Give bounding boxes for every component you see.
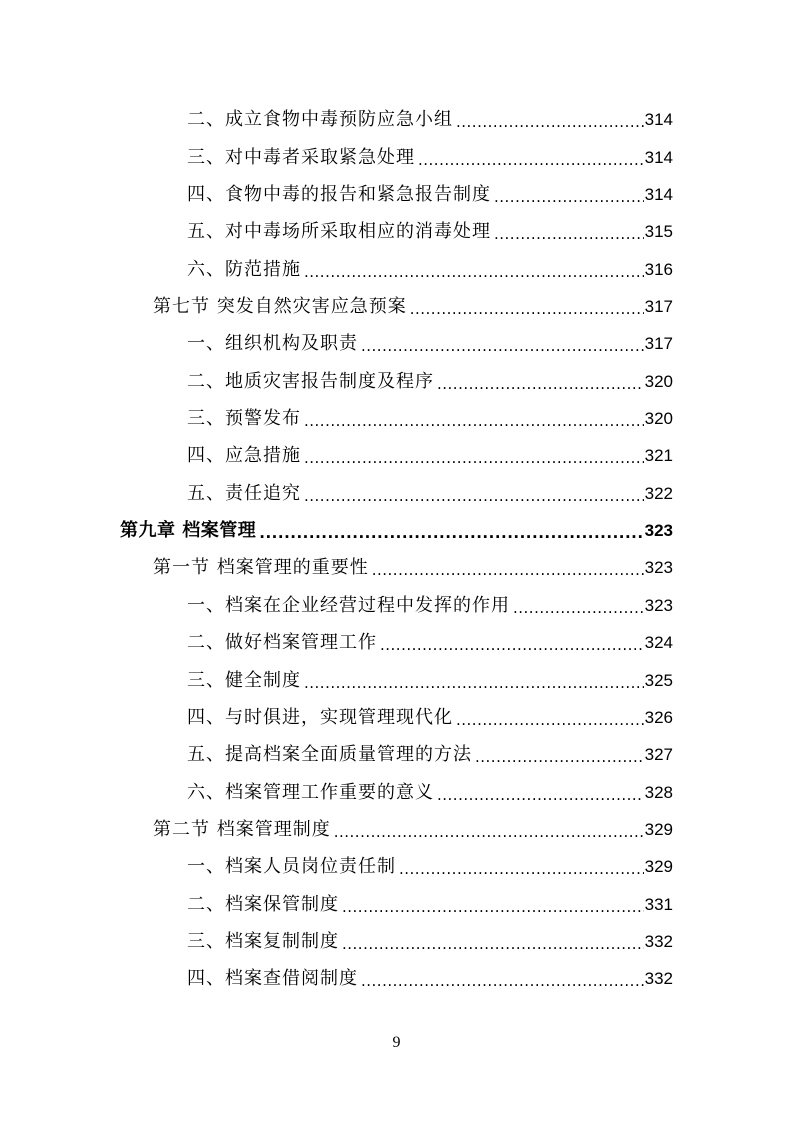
toc-entry-item[interactable] bbox=[0, 436, 793, 473]
toc-entry-item[interactable] bbox=[0, 959, 793, 996]
toc-entry-item[interactable] bbox=[0, 922, 793, 959]
toc-dot-leader bbox=[410, 300, 644, 318]
toc-entry-title: 三、对中毒者采取紧急处理 bbox=[187, 146, 415, 168]
toc-entry-page: 332 bbox=[644, 931, 673, 951]
toc-entry-title: 三、预警发布 bbox=[187, 408, 301, 430]
toc-entry-title: 第七节 突发自然灾害应急预案 bbox=[153, 296, 407, 318]
toc-entry-page: 322 bbox=[644, 483, 673, 503]
toc-entry-chapter[interactable] bbox=[0, 511, 793, 548]
toc-dot-leader bbox=[475, 748, 644, 766]
toc-entry-page: 320 bbox=[644, 371, 673, 391]
toc-dot-leader bbox=[304, 449, 644, 467]
toc-entry-page: 328 bbox=[644, 782, 673, 802]
toc-entry-title: 六、防范措施 bbox=[187, 258, 301, 280]
toc-entry-section[interactable] bbox=[0, 810, 793, 847]
toc-dot-leader bbox=[456, 113, 644, 131]
toc-dot-leader bbox=[342, 935, 644, 953]
toc-entry-section[interactable] bbox=[0, 548, 793, 585]
toc-entry-title: 五、对中毒场所采取相应的消毒处理 bbox=[187, 221, 491, 243]
toc-entry-title: 第二节 档案管理制度 bbox=[153, 818, 331, 840]
toc-entry-item[interactable] bbox=[0, 623, 793, 660]
toc-entry-page: 329 bbox=[644, 857, 673, 877]
toc-dot-leader bbox=[361, 972, 644, 990]
toc-entry-page: 329 bbox=[644, 819, 673, 839]
toc-entry-title: 第一节 档案管理的重要性 bbox=[153, 557, 369, 579]
toc-dot-leader bbox=[304, 412, 644, 430]
toc-entry-item[interactable] bbox=[0, 361, 793, 398]
toc-entry-item[interactable] bbox=[0, 399, 793, 436]
toc-entry-title: 一、组织机构及职责 bbox=[187, 333, 358, 355]
toc-entry-title: 四、与时俱进，实现管理现代化 bbox=[187, 706, 453, 728]
toc-entry-item[interactable] bbox=[0, 698, 793, 735]
toc-entry-page: 314 bbox=[644, 110, 673, 130]
toc-entry-title: 五、责任追究 bbox=[187, 482, 301, 504]
toc-entry-page: 323 bbox=[644, 558, 673, 578]
toc-entry-item[interactable] bbox=[0, 735, 793, 772]
toc-entry-page: 320 bbox=[644, 409, 673, 429]
toc-dot-leader bbox=[437, 375, 644, 393]
toc-entry-item[interactable] bbox=[0, 175, 793, 212]
toc-dot-leader bbox=[399, 860, 644, 878]
toc-entry-page: 323 bbox=[644, 595, 673, 615]
toc-entry-title: 六、档案管理工作重要的意义 bbox=[187, 781, 434, 803]
toc-dot-leader bbox=[380, 636, 644, 654]
toc-entry-page: 316 bbox=[644, 259, 673, 279]
toc-entry-page: 326 bbox=[644, 707, 673, 727]
toc-entry-title: 二、做好档案管理工作 bbox=[187, 632, 377, 654]
toc-entry-item[interactable] bbox=[0, 660, 793, 697]
toc-entry-title: 二、地质灾害报告制度及程序 bbox=[187, 370, 434, 392]
toc-entry-title: 二、档案保管制度 bbox=[187, 893, 339, 915]
toc-entry-page: 327 bbox=[644, 745, 673, 765]
toc-entry-title: 三、档案复制制度 bbox=[187, 930, 339, 952]
toc-dot-leader bbox=[437, 786, 644, 804]
toc-entry-title: 第九章 档案管理 bbox=[120, 520, 257, 542]
toc-dot-leader bbox=[304, 487, 644, 505]
toc-dot-leader bbox=[342, 898, 644, 916]
toc-entry-title: 五、提高档案全面质量管理的方法 bbox=[187, 744, 472, 766]
toc-dot-leader bbox=[361, 337, 644, 355]
toc-entry-item[interactable] bbox=[0, 249, 793, 286]
toc-entry-page: 314 bbox=[644, 185, 673, 205]
toc-entry-item[interactable] bbox=[0, 847, 793, 884]
toc-entry-page: 321 bbox=[644, 446, 673, 466]
toc-entry-page: 323 bbox=[644, 521, 673, 541]
toc-entry-title: 四、食物中毒的报告和紧急报告制度 bbox=[187, 184, 491, 206]
toc-entry-title: 一、档案在企业经营过程中发挥的作用 bbox=[187, 594, 510, 616]
toc-entry-item[interactable] bbox=[0, 772, 793, 809]
toc-entry-page: 325 bbox=[644, 670, 673, 690]
toc-entry-title: 四、档案查借阅制度 bbox=[187, 968, 358, 990]
toc-entry-page: 331 bbox=[644, 894, 673, 914]
toc-dot-leader bbox=[304, 674, 644, 692]
toc-entry-item[interactable] bbox=[0, 100, 793, 137]
toc-dot-leader bbox=[304, 263, 644, 281]
toc-entry-page: 332 bbox=[644, 969, 673, 989]
toc-entry-title: 一、档案人员岗位责任制 bbox=[187, 856, 396, 878]
toc-entry-page: 315 bbox=[644, 222, 673, 242]
toc-entry-page: 317 bbox=[644, 297, 673, 317]
toc-entry-title: 三、健全制度 bbox=[187, 669, 301, 691]
toc-dot-leader bbox=[334, 823, 644, 841]
toc-entry-item[interactable] bbox=[0, 212, 793, 249]
toc-dot-leader bbox=[494, 225, 644, 243]
table-of-contents bbox=[0, 100, 793, 996]
toc-entry-page: 314 bbox=[644, 147, 673, 167]
page-number: 9 bbox=[392, 1034, 401, 1051]
toc-dot-leader bbox=[259, 524, 643, 542]
toc-dot-leader bbox=[418, 151, 644, 169]
toc-dot-leader bbox=[494, 188, 644, 206]
toc-entry-page: 317 bbox=[644, 334, 673, 354]
toc-dot-leader bbox=[456, 711, 644, 729]
toc-entry-item[interactable] bbox=[0, 884, 793, 921]
toc-entry-item[interactable] bbox=[0, 324, 793, 361]
toc-entry-title: 四、应急措施 bbox=[187, 445, 301, 467]
toc-dot-leader bbox=[372, 561, 644, 579]
toc-entry-item[interactable] bbox=[0, 585, 793, 622]
toc-entry-section[interactable] bbox=[0, 287, 793, 324]
toc-entry-item[interactable] bbox=[0, 137, 793, 174]
toc-entry-page: 324 bbox=[644, 633, 673, 653]
toc-dot-leader bbox=[513, 599, 644, 617]
toc-entry-item[interactable] bbox=[0, 473, 793, 510]
toc-entry-title: 二、成立食物中毒预防应急小组 bbox=[187, 109, 453, 131]
